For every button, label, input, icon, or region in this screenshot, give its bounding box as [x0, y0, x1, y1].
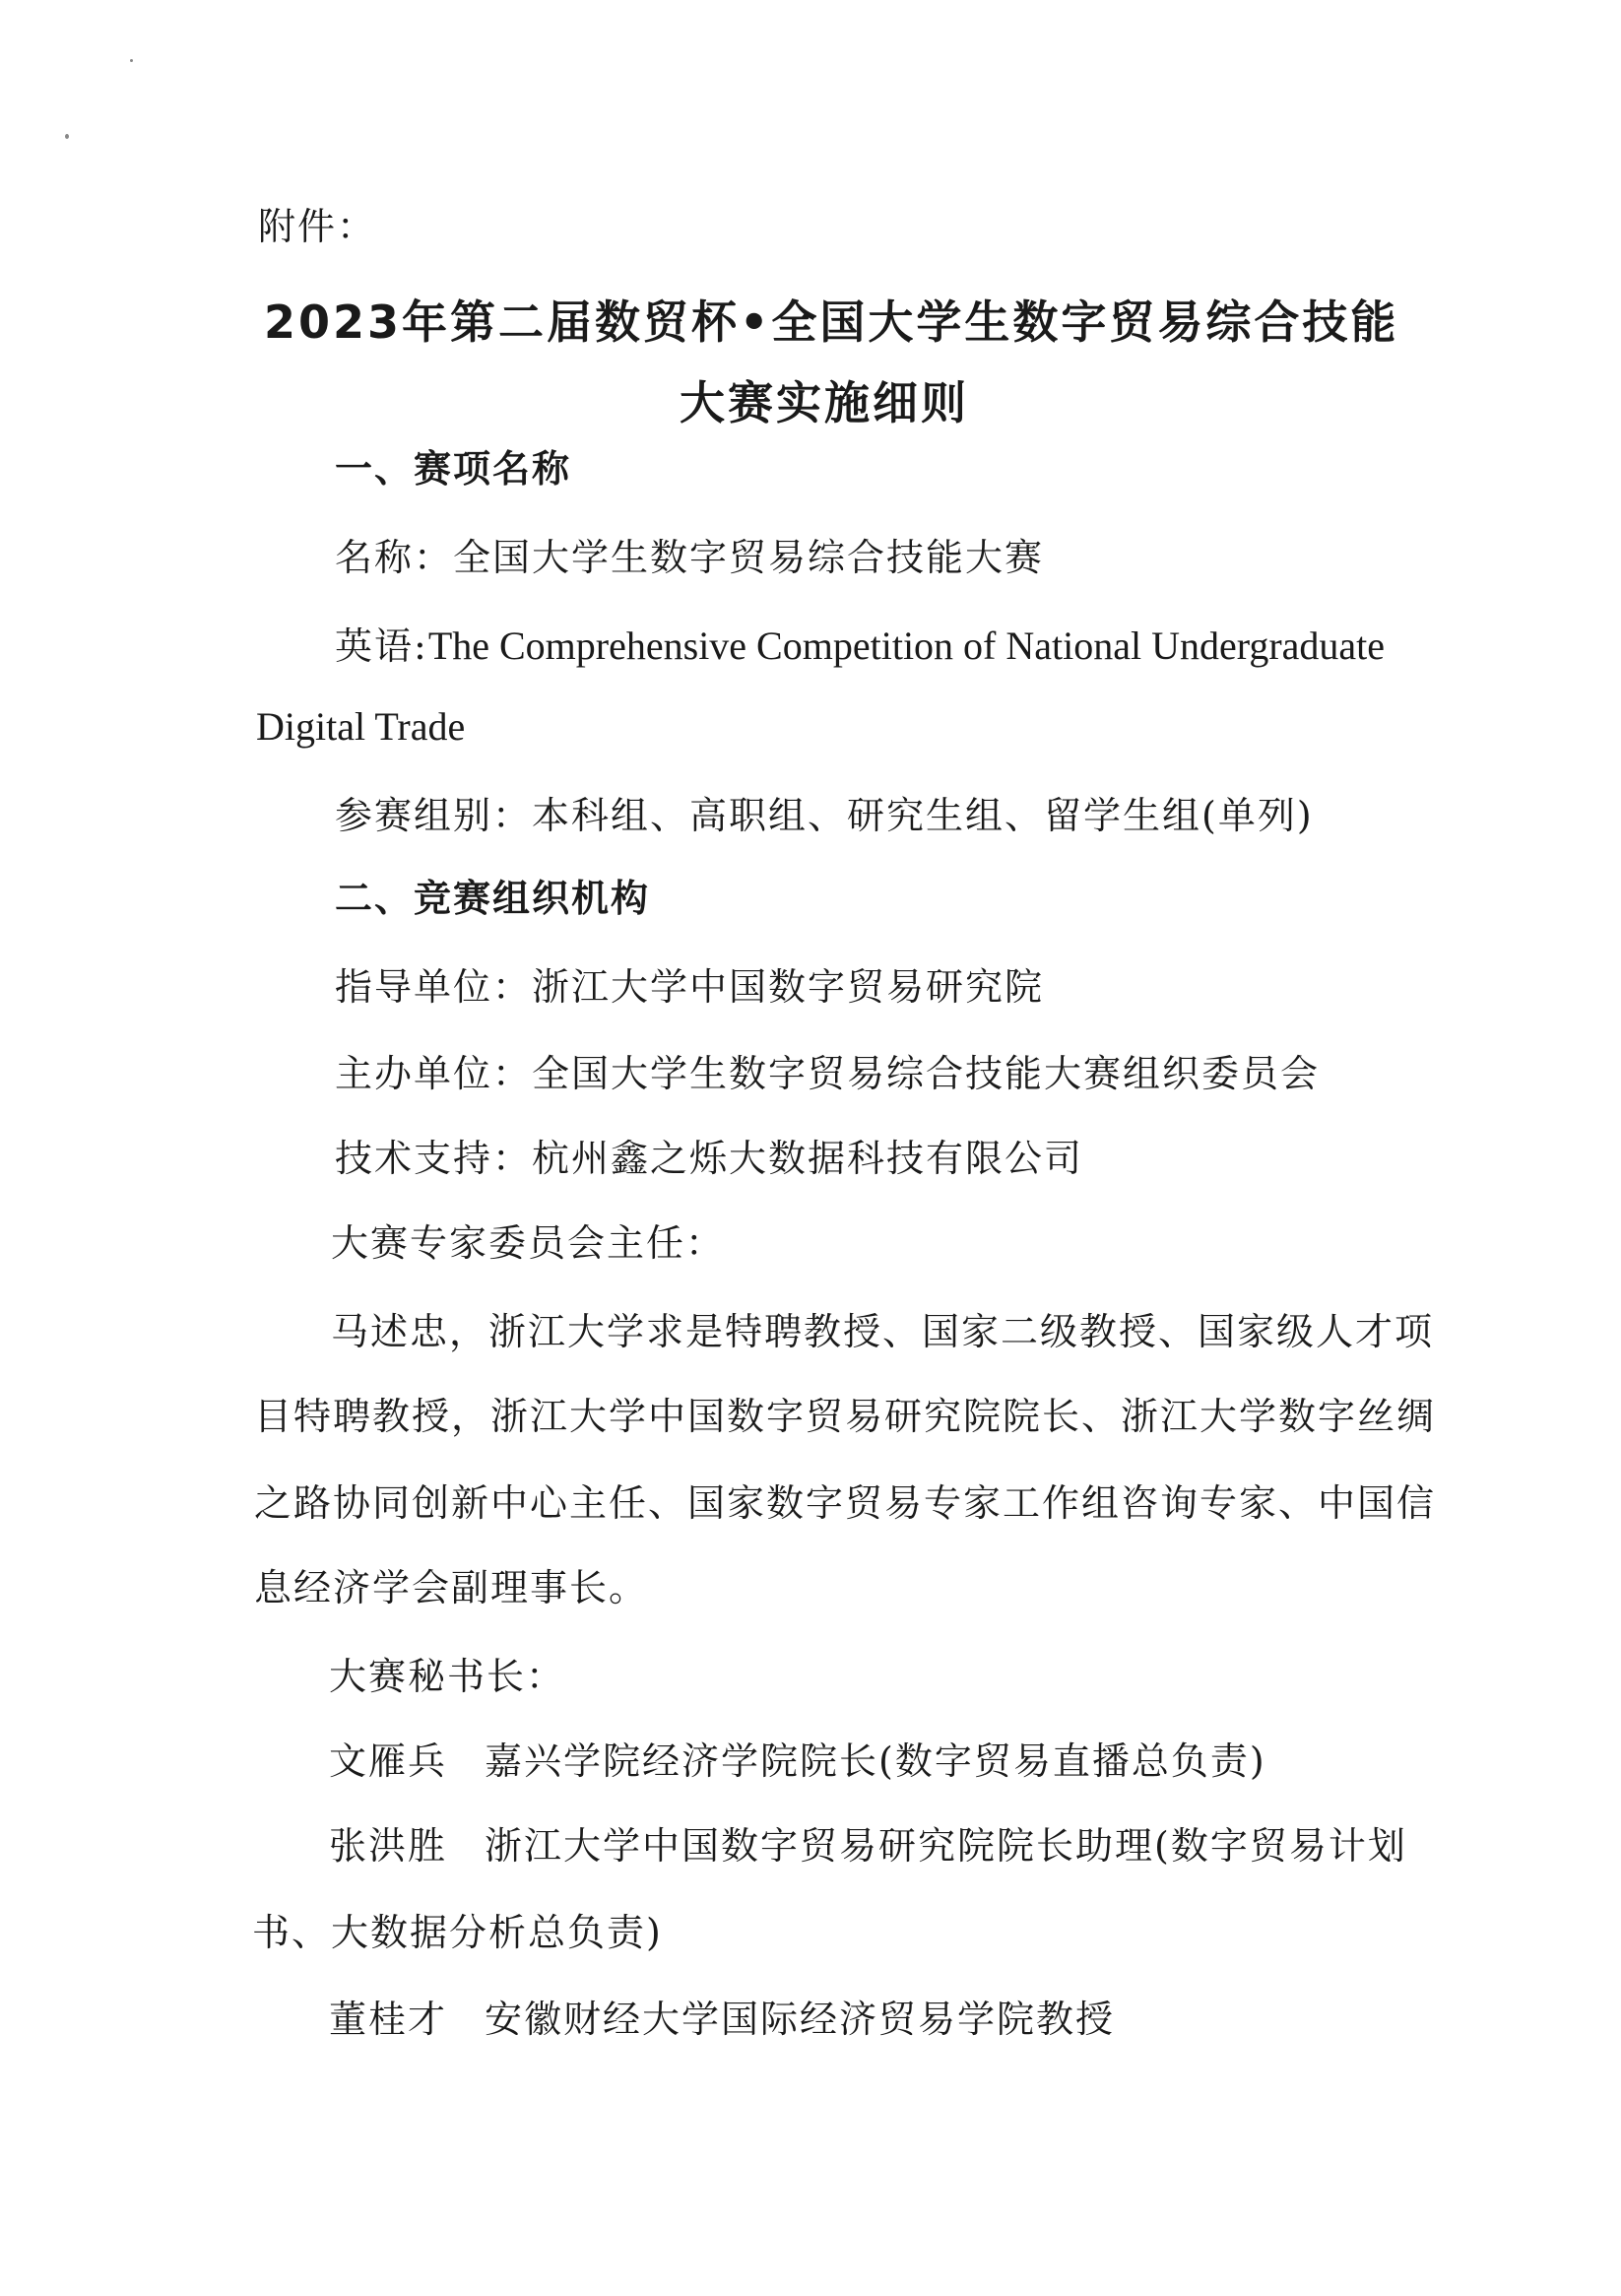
- groups-line: 参赛组别：本科组、高职组、研究生组、留学生组(单列): [335, 794, 1314, 837]
- guiding-unit-line: 指导单位：浙江大学中国数字贸易研究院: [335, 965, 1045, 1009]
- competition-name-line: 名称：全国大学生数字贸易综合技能大赛: [335, 536, 1045, 579]
- host-unit-line: 主办单位：全国大学生数字贸易综合技能大赛组织委员会: [335, 1052, 1321, 1095]
- secretary-name: 张洪胜: [329, 1824, 448, 1868]
- expert-committee-label: 大赛专家委员会主任：: [331, 1221, 726, 1265]
- secretary-desc: 嘉兴学院经济学院院长(数字贸易直播总负责): [485, 1739, 1266, 1783]
- scan-speck: [65, 134, 69, 139]
- secretary-row: [329, 1996, 1115, 2043]
- english-name-line-1: [335, 623, 1385, 670]
- english-name-text: The Comprehensive Competition of National Undergraduate: [427, 623, 1386, 668]
- director-para-line-2: 目特聘教授，浙江大学中国数字贸易研究院院长、浙江大学数字丝绸: [254, 1395, 1437, 1438]
- secretary-desc: 浙江大学中国数字贸易研究院院长助理(数字贸易计划: [485, 1824, 1407, 1868]
- secretary-desc-continuation: 书、大数据分析总负责): [252, 1911, 663, 1954]
- section-1-heading: 一、赛项名称: [335, 447, 572, 491]
- document-title-line-1: 2023年第二届数贸杯•全国大学生数字贸易综合技能: [264, 295, 1399, 349]
- director-para-line-3: 之路协同创新中心主任、国家数字贸易专家工作组咨询专家、中国信: [254, 1481, 1437, 1525]
- document-title-line-2: 大赛实施细则: [680, 376, 969, 429]
- english-name-line-2: Digital Trade: [256, 704, 466, 749]
- section-2-heading: 二、竞赛组织机构: [335, 877, 651, 920]
- secretary-row: [329, 1738, 1266, 1785]
- director-para-line-1: 马述忠，浙江大学求是特聘教授、国家二级教授、国家级人才项: [331, 1310, 1435, 1353]
- secretary-desc: 安徽财经大学国际经济贸易学院教授: [485, 1998, 1116, 2041]
- secretary-label: 大赛秘书长：: [329, 1655, 566, 1698]
- english-prefix: 英语:: [335, 624, 428, 668]
- secretary-name: 董桂才: [329, 1998, 448, 2041]
- scan-speck: [130, 59, 133, 62]
- tech-support-line: 技术支持：杭州鑫之烁大数据科技有限公司: [335, 1137, 1084, 1180]
- director-para-line-4: 息经济学会副理事长。: [254, 1566, 649, 1609]
- secretary-name: 文雁兵: [329, 1739, 448, 1783]
- secretary-row: [329, 1822, 1407, 1870]
- attachment-label: 附件：: [258, 205, 377, 248]
